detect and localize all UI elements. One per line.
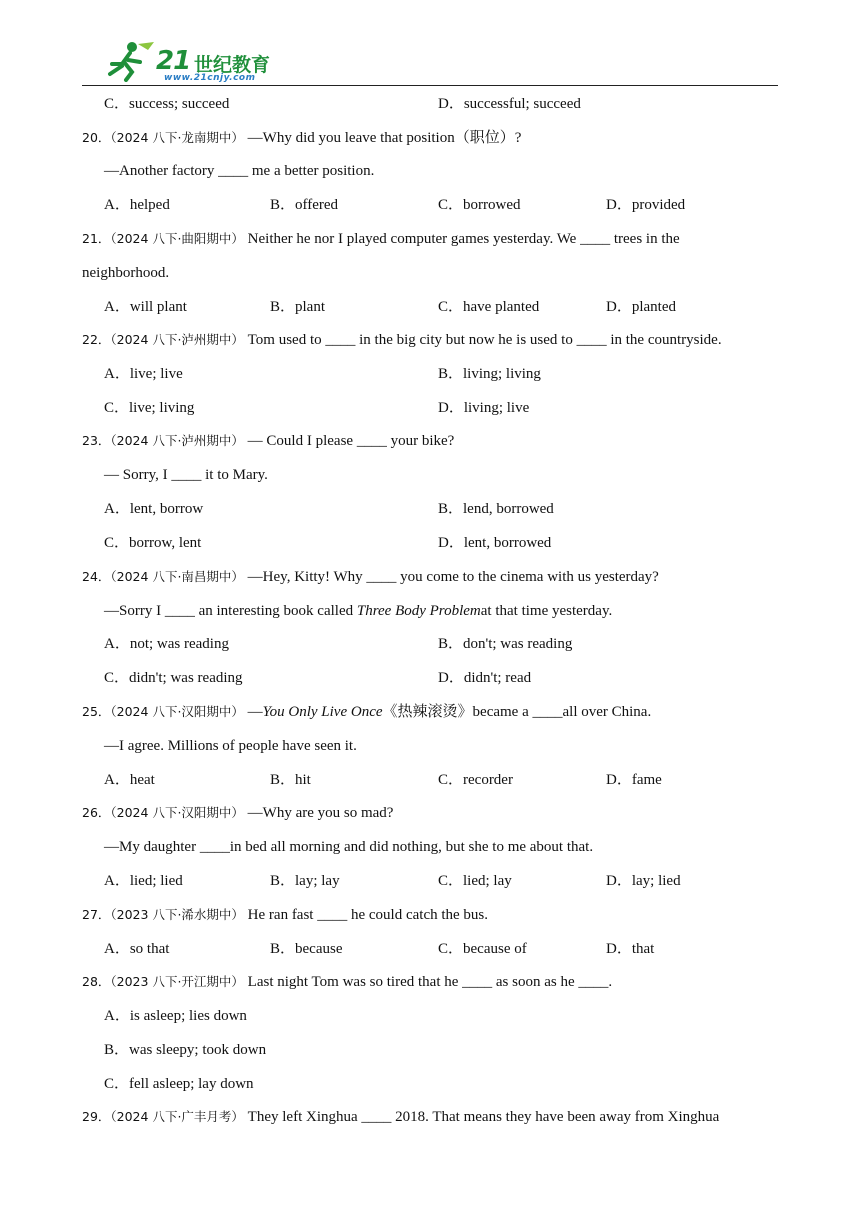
q25-option-c: C．recorder xyxy=(438,772,513,788)
q28-option-a: A．is asleep; lies down xyxy=(104,1008,247,1024)
q25-stem-pre: — xyxy=(247,704,263,720)
q22-option-c: C．live; living xyxy=(104,400,195,416)
q23-stem-2: — Sorry, I ____ it to Mary. xyxy=(104,467,268,483)
q28-stem-text: Last night Tom was so tired that he ____ as soon as he ____. xyxy=(247,974,613,990)
q25-film-title: You Only Live Once xyxy=(262,704,383,720)
q24-stem-text: —Hey, Kitty! Why ____ you come to the cinema with us yesterday? xyxy=(247,569,659,585)
header-divider xyxy=(82,85,778,86)
q22-source: 22．（2024 八下·泸州期中） xyxy=(82,332,244,347)
q20-option-a: A．helped xyxy=(104,197,170,213)
q27-option-d: D．that xyxy=(606,941,655,957)
runner-logo-icon xyxy=(102,40,158,82)
q25-stem-post: 《热辣滚烫》became a ____all over China. xyxy=(382,704,652,720)
q27-option-b: B．because xyxy=(270,941,343,957)
q29-stem-text: They left Xinghua ____ 2018. That means they have been away from Xinghua xyxy=(247,1109,720,1125)
q21-stem xyxy=(82,230,680,248)
q24-stem-2-pre: —Sorry I ____ an interesting book called xyxy=(104,603,357,619)
q26-option-a: A．lied; lied xyxy=(104,873,183,889)
q24-stem-2-post: at that time yesterday. xyxy=(480,603,613,619)
q25-option-b: B．hit xyxy=(270,772,311,788)
q21-option-c: C．have planted xyxy=(438,299,540,315)
q29-stem xyxy=(82,1108,719,1126)
q21-option-a: A．will plant xyxy=(104,299,187,315)
q23-stem xyxy=(82,432,454,450)
q20-option-c: C．borrowed xyxy=(438,197,521,213)
q26-option-c: C．lied; lay xyxy=(438,873,512,889)
q22-option-b: B．living; living xyxy=(438,366,541,382)
q24-option-d: D．didn't; read xyxy=(438,670,532,686)
q25-option-a: A．heat xyxy=(104,772,155,788)
q24-book-title: Three Body Problem xyxy=(356,603,481,619)
q23-stem-text: — Could I please ____ your bike? xyxy=(247,433,455,449)
q25-option-d: D．fame xyxy=(606,772,662,788)
q22-stem xyxy=(82,331,722,349)
q20-option-d: D．provided xyxy=(606,197,686,213)
q24-stem xyxy=(82,568,659,586)
q24-source: 24．（2024 八下·南昌期中） xyxy=(82,569,244,584)
q27-source: 27．（2023 八下·浠水期中） xyxy=(82,907,244,922)
logo-url: www.21cnjy.com xyxy=(164,73,256,83)
q26-option-d: D．lay; lied xyxy=(606,873,681,889)
q21-option-d: D．planted xyxy=(606,299,676,315)
q26-option-b: B．lay; lay xyxy=(270,873,340,889)
q28-option-c: C．fell asleep; lay down xyxy=(104,1076,254,1092)
logo-text: 世纪教育 xyxy=(194,54,271,76)
q21-source: 21．（2024 八下·曲阳期中） xyxy=(82,231,244,246)
q20-stem-2: —Another factory ____ me a better position. xyxy=(104,163,375,179)
q27-stem xyxy=(82,906,488,924)
q22-option-d: D．living; live xyxy=(438,400,530,416)
q21-stem-2: neighborhood. xyxy=(82,265,170,281)
q20-option-b: B．offered xyxy=(270,197,339,213)
q25-source: 25．（2024 八下·汉阳期中） xyxy=(82,704,244,719)
q19-option-d: D．successful; succeed xyxy=(438,96,581,112)
q20-stem xyxy=(82,129,521,147)
q20-source: 20．（2024 八下·龙南期中） xyxy=(82,130,244,145)
q23-option-d: D．lent, borrowed xyxy=(438,535,552,551)
q28-option-b: B．was sleepy; took down xyxy=(104,1042,267,1058)
q25-stem xyxy=(82,703,651,721)
q24-stem-2 xyxy=(104,602,612,620)
q21-stem-text: Neither he nor I played computer games yesterday. We ____ trees in the xyxy=(247,231,680,247)
q23-option-c: C．borrow, lent xyxy=(104,535,202,551)
q22-stem-text: Tom used to ____ in the big city but now he is used to ____ in the countryside. xyxy=(247,332,722,348)
q28-stem xyxy=(82,973,612,991)
q27-stem-text: He ran fast ____ he could catch the bus. xyxy=(247,907,489,923)
logo-number: 21 xyxy=(156,46,191,76)
q23-option-b: B．lend, borrowed xyxy=(438,501,554,517)
q25-stem-2: —I agree. Millions of people have seen it. xyxy=(104,738,357,754)
q22-option-a: A．live; live xyxy=(104,366,183,382)
q28-source: 28．（2023 八下·开江期中） xyxy=(82,974,244,989)
q26-stem-2: —My daughter ____in bed all morning and did nothing, but she to me about that. xyxy=(104,839,594,855)
q23-option-a: A．lent, borrow xyxy=(104,501,204,517)
site-logo xyxy=(102,40,272,84)
q27-option-c: C．because of xyxy=(438,941,527,957)
q24-option-b: B．don't; was reading xyxy=(438,636,573,652)
q27-option-a: A．so that xyxy=(104,941,170,957)
q19-option-c: C．success; succeed xyxy=(104,96,230,112)
q24-option-c: C．didn't; was reading xyxy=(104,670,243,686)
q21-option-b: B．plant xyxy=(270,299,325,315)
q26-source: 26．（2024 八下·汉阳期中） xyxy=(82,805,244,820)
q26-stem xyxy=(82,804,393,822)
q24-option-a: A．not; was reading xyxy=(104,636,229,652)
q20-stem-text: —Why did you leave that position（职位）? xyxy=(247,130,522,146)
page-header xyxy=(82,40,778,86)
q26-stem-text: —Why are you so mad? xyxy=(247,805,394,821)
q29-source: 29．（2024 八下·广丰月考） xyxy=(82,1109,244,1124)
q23-source: 23．（2024 八下·泸州期中） xyxy=(82,433,244,448)
